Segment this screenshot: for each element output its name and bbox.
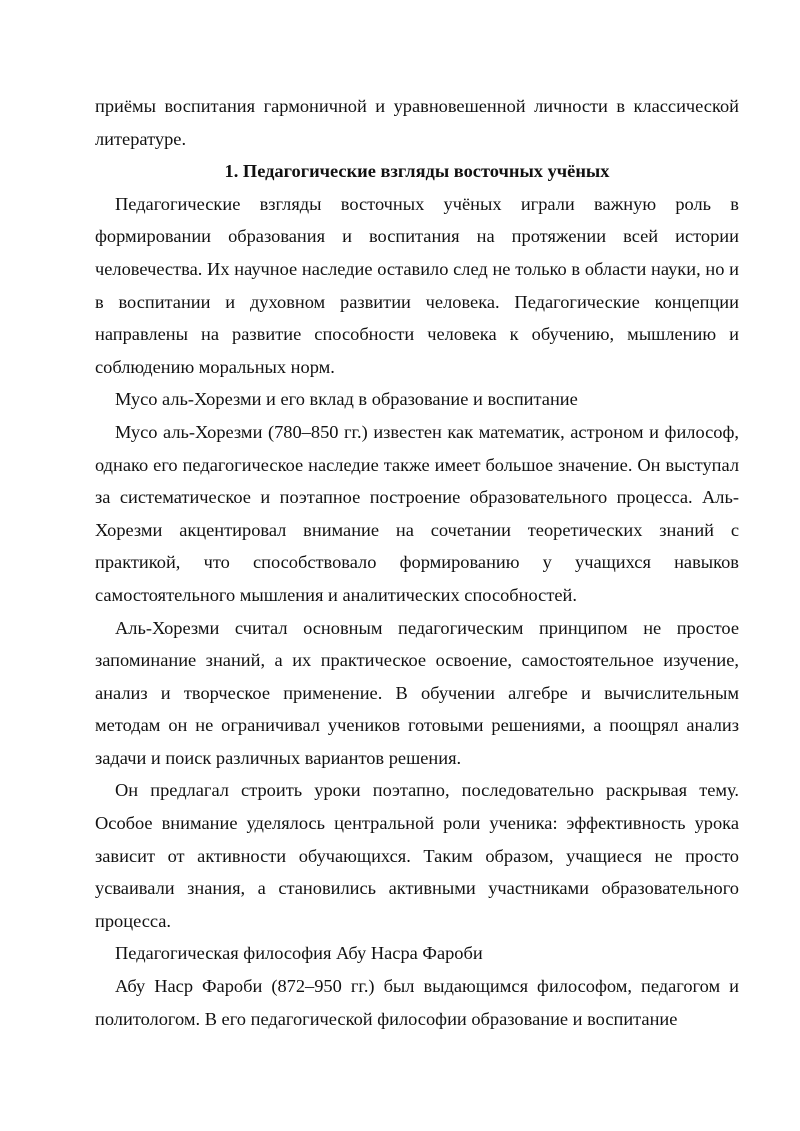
paragraph-al-khwarizmi-principle: Аль-Хорезми считал основным педагогическим принципом не простое запоминание знаний, а их практическое освоение, самостоятельное изучение, анализ и творческое применение. В обучении алгебре и вычислительным методам он не ограничивал учеников готовыми решениями, а поощрял анализ задачи и поиск различных вариантов решения. <box>95 617 739 768</box>
subheading-al-khwarizmi: Мусо аль-Хорезми и его вклад в образование и воспитание <box>115 389 578 410</box>
document-page <box>95 90 739 1035</box>
section-heading: 1. Педагогические взгляды восточных учёных <box>224 161 610 182</box>
intro-paragraph: приёмы воспитания гармоничной и уравновешенной личности в классической литературе. <box>95 96 739 149</box>
paragraph-farabi-bio: Абу Наср Фароби (872–950 гг.) был выдающимся философом, педагогом и политологом. В его педагогической философии образование и воспитание <box>95 976 739 1029</box>
paragraph-intro-eastern-scholars: Педагогические взгляды восточных учёных играли важную роль в формировании образования и воспитания на протяжении всей истории человечества. Их научное наследие оставило след не только в области науки, но и в воспитании и духовном развитии человека. Педагогические концепции направлены на развитие способности человека к обучению, мышлению и соблюдению моральных норм. <box>95 193 739 377</box>
subheading-farabi: Педагогическая философия Абу Насра Фароби <box>115 943 483 964</box>
paragraph-al-khwarizmi-lessons: Он предлагал строить уроки поэтапно, последовательно раскрывая тему. Особое внимание уделялось центральной роли ученика: эффективность урока зависит от активности обучающихся. Таким образом, учащиеся не просто усваивали знания, а становились активными участниками образовательного процесса. <box>95 780 739 931</box>
paragraph-al-khwarizmi-bio: Мусо аль-Хорезми (780–850 гг.) известен как математик, астроном и философ, однако его педагогическое наследие также имеет большое значение. Он выступал за систематическое и поэтапное построение образовательного процесса. Аль-Хорезми акцентировал внимание на сочетании теоретических знаний с практикой, что способствовало формированию у учащихся навыков самостоятельного мышления и аналитических способностей. <box>95 421 739 605</box>
